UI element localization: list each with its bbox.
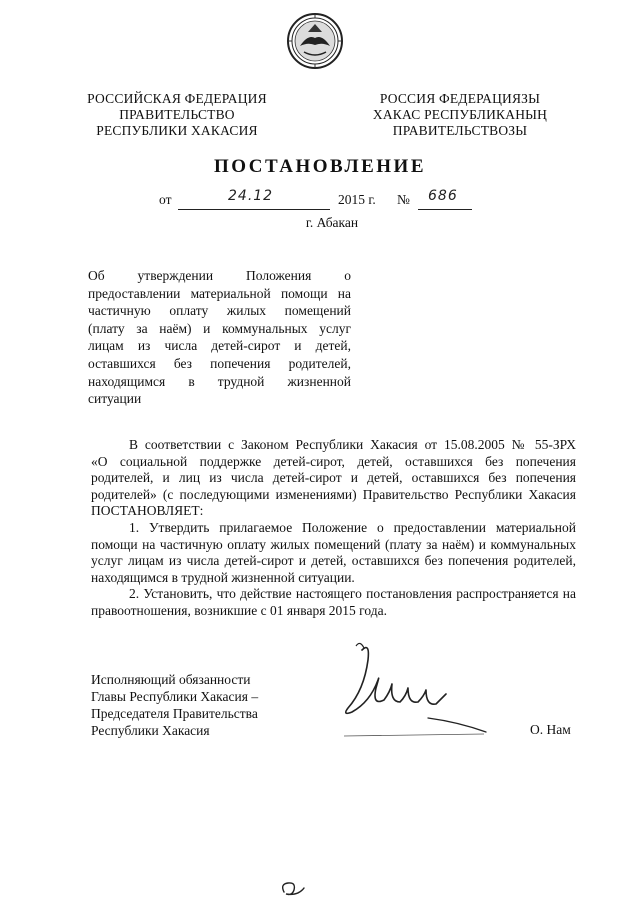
preamble-line: В соответствии с Законом Республики Хакасия от 15.08.2005 № 55-ЗРХ [129, 437, 576, 452]
item-1-line: 1. Утвердить прилагаемое Положение о предоставлении материальной [129, 520, 576, 535]
subject-line: предоставлении материальной помощи на [88, 285, 351, 301]
header-kjh-line: ХАКАС РЕСПУБЛИКАНЫҢ [372, 107, 548, 122]
header-ru [82, 91, 272, 139]
subject-line: лицам из числа детей-сирот и детей, [88, 338, 351, 354]
handwritten-signature [318, 640, 488, 740]
subject-block [88, 267, 351, 408]
header-kjh [362, 91, 558, 139]
header-ru-line: РЕСПУБЛИКИ ХАКАСИЯ [96, 123, 258, 138]
signatory-position [91, 671, 311, 739]
subject-line: Об утверждении Положения о [88, 268, 351, 283]
date-year: 2015 г. [338, 192, 376, 207]
item-2-line: правоотношения, возникшие с 01 января 2015 года. [91, 602, 387, 618]
city: г. Абакан [305, 215, 359, 230]
item-2-paragraph [91, 586, 576, 619]
preamble-line: родителей» (с последующими изменениями) Правительство Республики Хакасия [91, 486, 576, 502]
subject-line: частичную оплату жилых помещений [88, 303, 351, 319]
signatory-position-line: Исполняющий обязанности [91, 672, 251, 687]
preamble-line: «О социальной поддержке детей-сирот, детей, оставшихся без попечения [91, 453, 576, 469]
item-1-line: услуг лицам из числа детей-сирот и детей, оставшихся без попечения родителей, [91, 553, 576, 569]
document-title: ПОСТАНОВЛЕНИЕ [213, 156, 427, 177]
subject-line: (плату за наём) и коммунальных услуг [88, 320, 351, 336]
number-handwritten: 686 [428, 188, 458, 204]
item-1-paragraph [91, 520, 576, 586]
item-1-line: помощи на частичную оплату жилых помещений (плату за наём) и коммунальных [91, 536, 576, 552]
header-kjh-line: РОССИЯ ФЕДЕРАЦИЯЗЫ [379, 91, 541, 106]
page-mark-icon [278, 878, 308, 898]
header-ru-line: ПРАВИТЕЛЬСТВО [119, 107, 235, 122]
signatory-name: О. Нам [530, 722, 571, 737]
date-line [0, 188, 640, 212]
item-2-line: 2. Установить, что действие настоящего постановления распространяется на [129, 586, 576, 601]
signatory-position-line: Республики Хакасия [91, 723, 210, 738]
preamble-paragraph [91, 437, 576, 520]
coat-of-arms-icon [286, 12, 344, 70]
subject-line: оставшихся без попечения родителей, [88, 355, 351, 371]
signatory-position-line: Главы Республики Хакасия – [91, 689, 259, 704]
date-prefix: от [159, 192, 172, 207]
subject-line: ситуации [88, 391, 142, 407]
header-kjh-line: ПРАВИТЕЛЬСТВОЗЫ [392, 123, 528, 138]
date-handwritten: 24.12 [228, 188, 274, 204]
header-ru-line: РОССИЙСКАЯ ФЕДЕРАЦИЯ [87, 91, 267, 106]
subject-line: находящимся в трудной жизненной [88, 373, 351, 389]
item-1-line: находящимся в трудной жизненной ситуации. [91, 569, 355, 585]
preamble-line: родителей, и лиц из числа детей-сирот и детей, оставшихся без попечения [91, 470, 576, 486]
signatory-position-line: Председателя Правительства [91, 706, 258, 721]
preamble-line: ПОСТАНОВЛЯЕТ: [91, 503, 204, 519]
number-sign: № [397, 192, 410, 207]
